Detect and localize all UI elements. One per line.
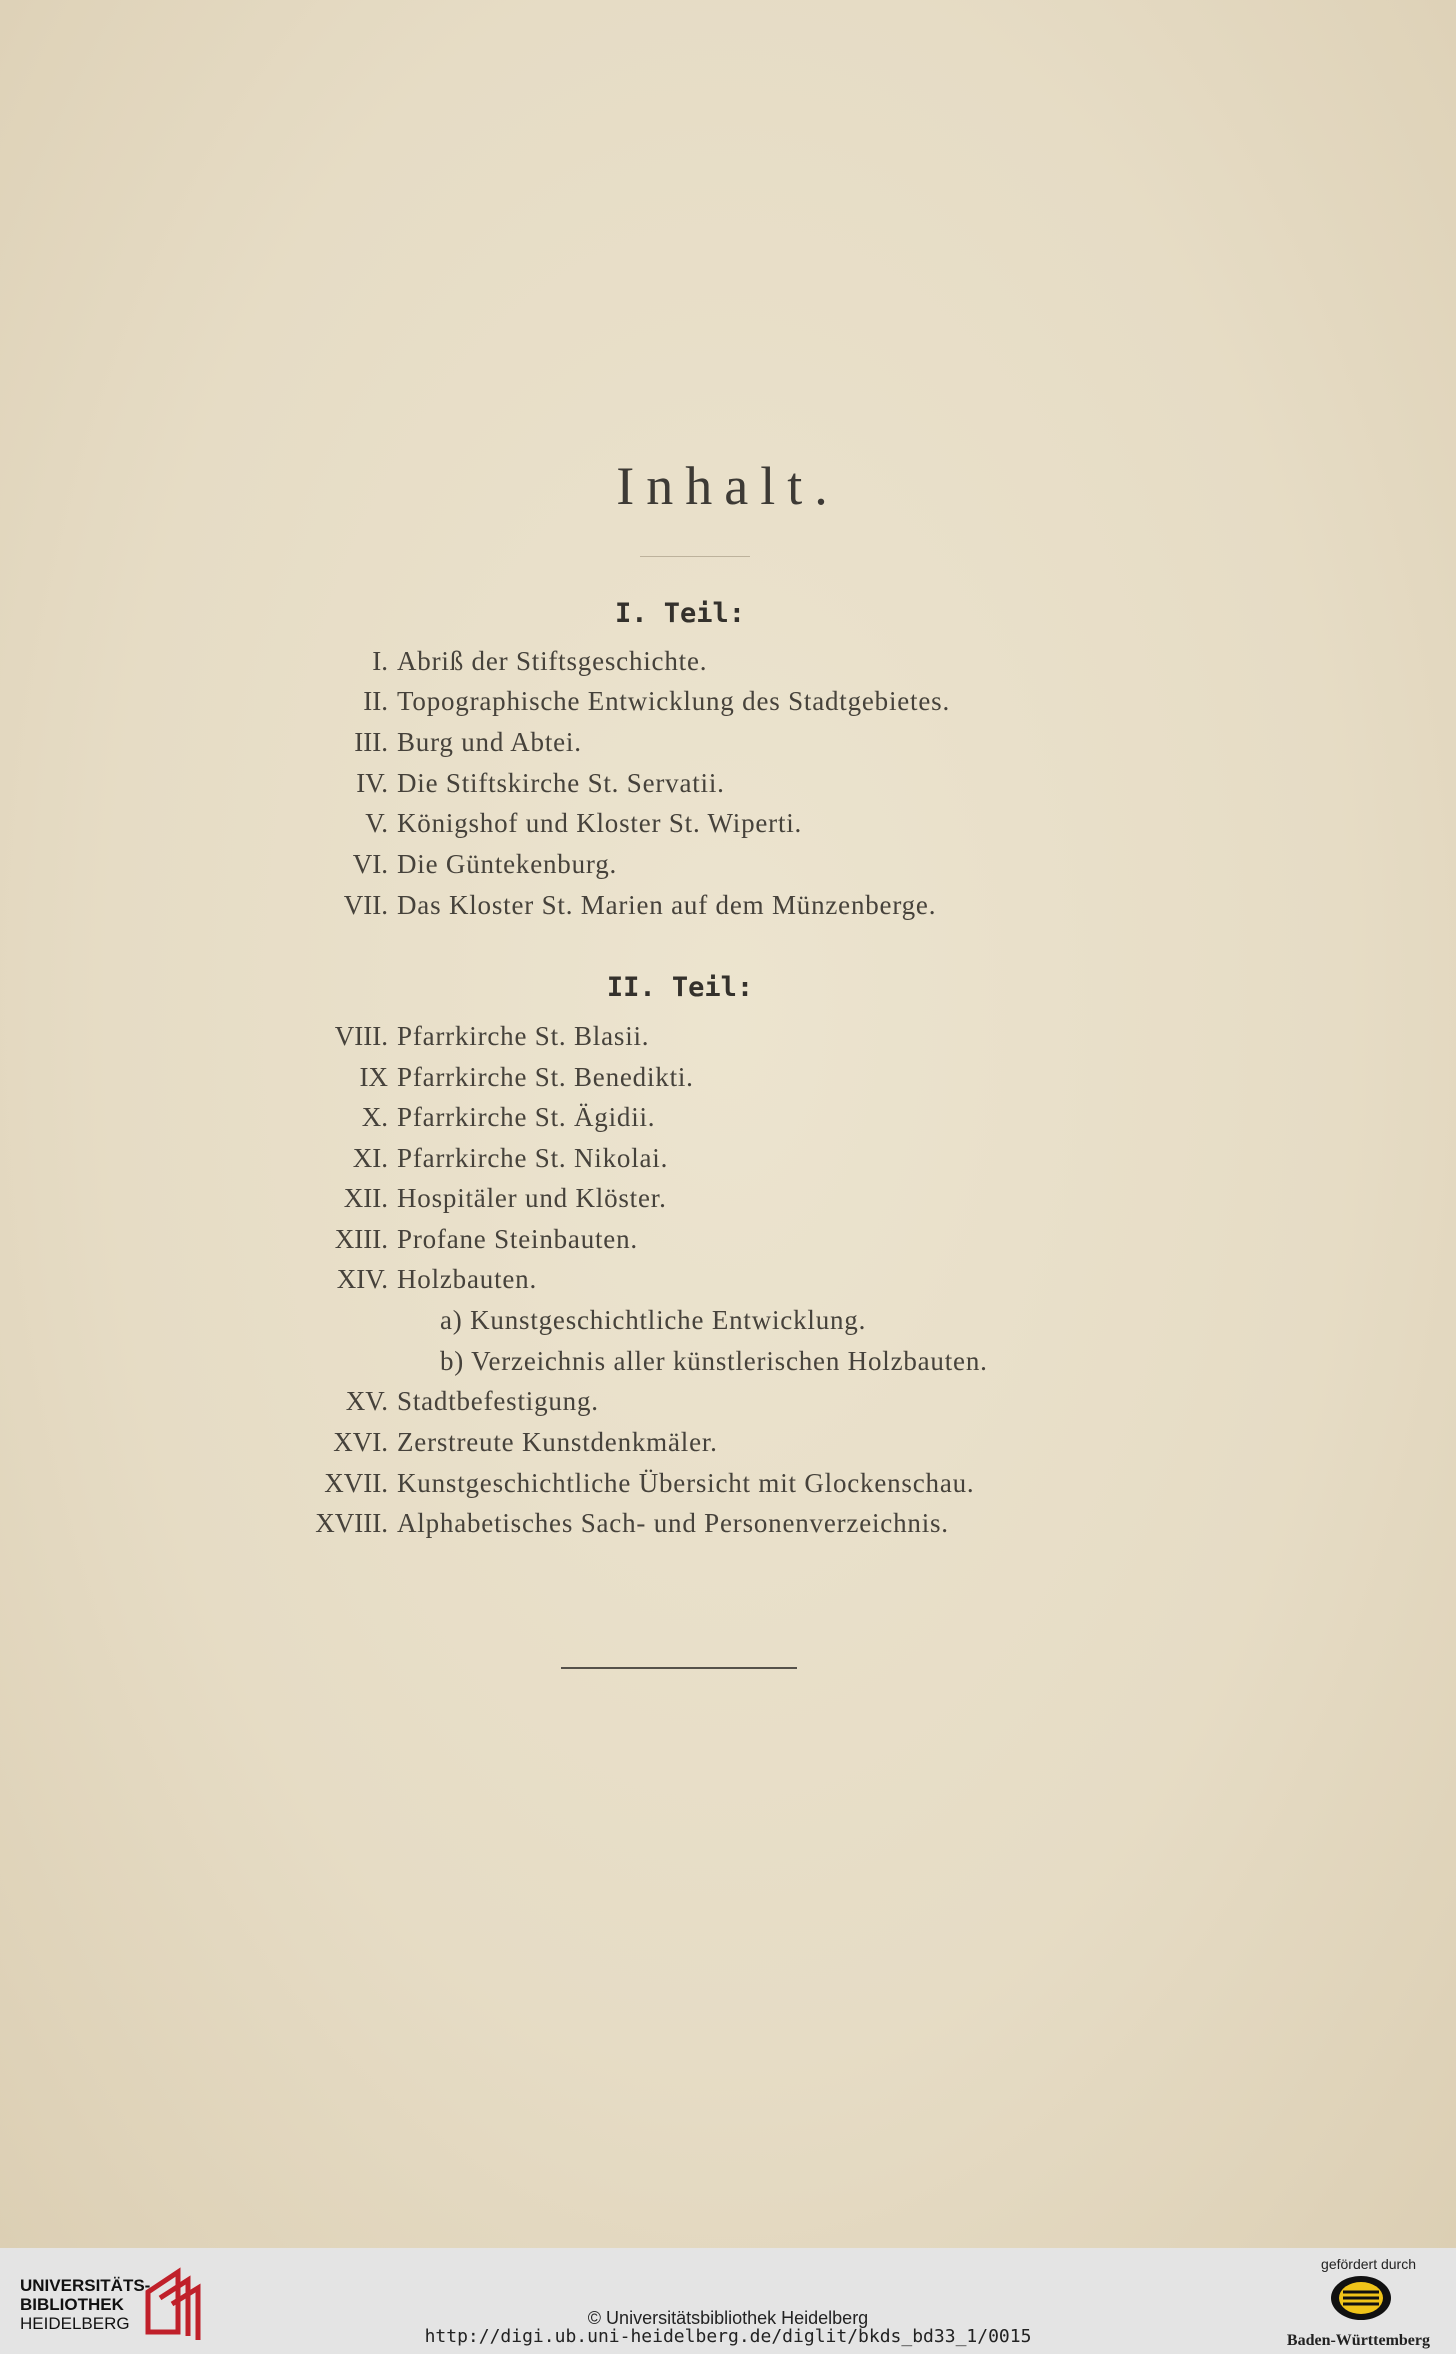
part-one-heading: I. Teil:	[614, 598, 746, 629]
entry-title: Stadtbefestigung.	[397, 1386, 599, 1416]
entry-number: VIII.	[334, 1021, 388, 1051]
entry-number: III.	[354, 727, 388, 757]
entry-title: Pfarrkirche St. Nikolai.	[397, 1143, 669, 1173]
entry-number: VII.	[343, 890, 388, 920]
closing-rule	[561, 1667, 797, 1669]
entry-title: Profane Steinbauten.	[397, 1224, 638, 1254]
entry-number: IX	[359, 1062, 388, 1092]
title-divider	[640, 556, 750, 557]
copyright-text: © Universitätsbibliothek Heidelberg	[587, 2308, 869, 2328]
entry-number: XI.	[352, 1143, 388, 1173]
logo-line: HEIDELBERG	[20, 2314, 130, 2333]
subentry-title: a) Kunstgeschichtliche Entwicklung.	[440, 1305, 867, 1335]
entry-title: Zerstreute Kunstdenkmäler.	[397, 1427, 718, 1457]
entry-title: Pfarrkirche St. Benedikti.	[397, 1062, 694, 1092]
funder-name: Baden-Württemberg	[1286, 2332, 1430, 2349]
entry-title: Hospitäler und Klöster.	[397, 1183, 667, 1213]
entry-title: Topographische Entwicklung des Stadtgebietes.	[397, 686, 950, 716]
entry-title: Burg und Abtei.	[397, 727, 582, 757]
entry-title: Königshof und Kloster St. Wiperti.	[397, 808, 803, 838]
entry-number: XIII.	[334, 1224, 388, 1254]
entry-number: I.	[372, 646, 388, 676]
entry-number: XVIII.	[315, 1508, 388, 1538]
entry-number: II.	[363, 686, 388, 716]
entry-title: Die Güntekenburg.	[397, 849, 618, 879]
entry-number: V.	[365, 808, 388, 838]
entry-number: XII.	[343, 1183, 388, 1213]
permalink-url[interactable]: http://digi.ub.uni-heidelberg.de/diglit/bkds_bd33_1/0015	[424, 2326, 1032, 2347]
entry-number: X.	[361, 1102, 388, 1132]
entry-number: XVII.	[324, 1468, 388, 1498]
entry-title: Kunstgeschichtliche Übersicht mit Glockenschau.	[397, 1468, 975, 1498]
entry-title: Die Stiftskirche St. Servatii.	[397, 768, 725, 798]
baden-wuerttemberg-crest-icon	[1329, 2272, 1393, 2324]
logo-line: BIBLIOTHEK	[20, 2295, 124, 2314]
entry-title: Pfarrkirche St. Blasii.	[397, 1021, 650, 1051]
entry-number: XVI.	[333, 1427, 388, 1457]
entry-title: Abriß der Stiftsgeschichte.	[397, 646, 708, 676]
entry-number: VI.	[352, 849, 388, 879]
page-title: Inhalt.	[616, 456, 840, 516]
logo-line: UNIVERSITÄTS-	[20, 2276, 151, 2295]
entry-title: Das Kloster St. Marien auf dem Münzenberge.	[397, 890, 937, 920]
part-two-heading: II. Teil:	[606, 972, 754, 1003]
entry-number: IV.	[356, 768, 388, 798]
entry-number: XIV.	[336, 1264, 388, 1294]
entry-title: Pfarrkirche St. Ägidii.	[397, 1102, 656, 1132]
entry-number: XV.	[345, 1386, 388, 1416]
entry-title: Holzbauten.	[397, 1264, 538, 1294]
digitization-footer	[0, 2248, 1456, 2354]
funded-by-label: gefördert durch	[1321, 2256, 1416, 2272]
subentry-title: b) Verzeichnis aller künstlerischen Holzbauten.	[440, 1346, 988, 1376]
entry-title: Alphabetisches Sach- und Personenverzeichnis.	[397, 1508, 949, 1538]
